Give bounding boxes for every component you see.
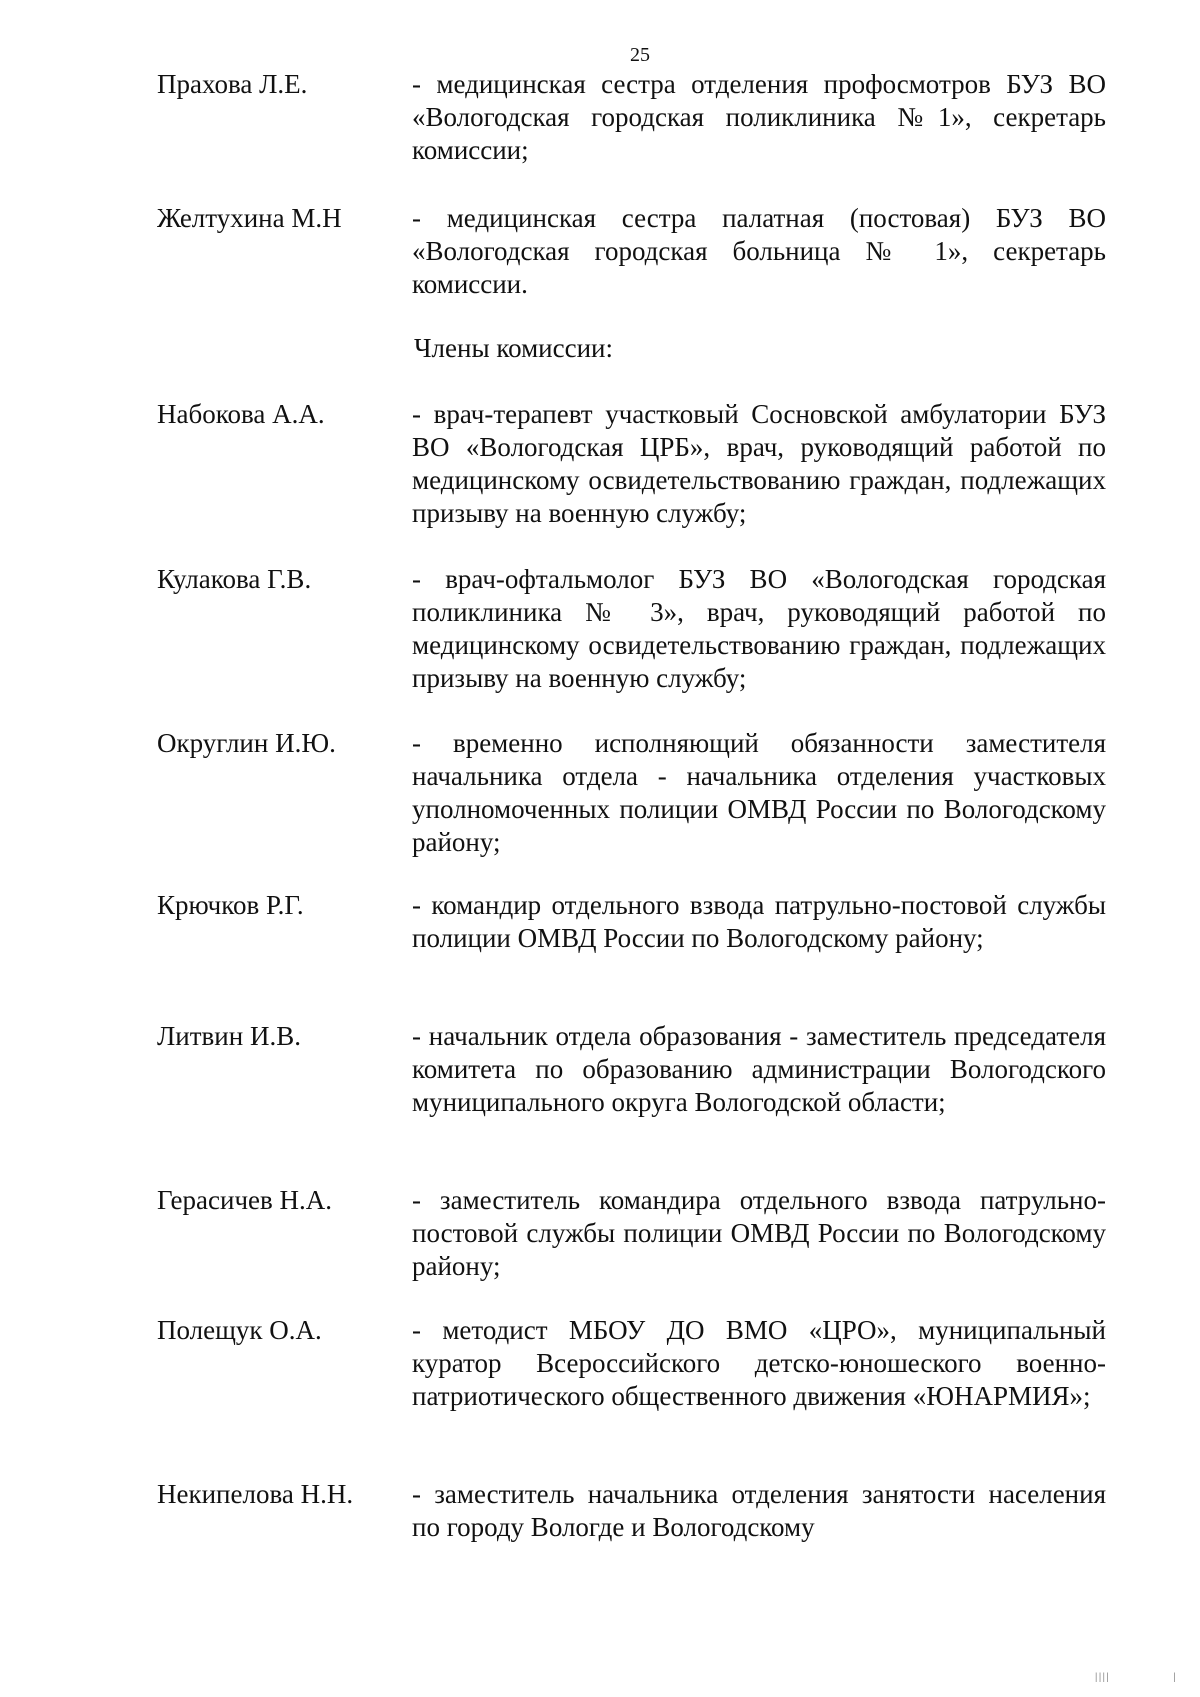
person-name: Некипелова Н.Н. (157, 1479, 354, 1509)
person-description: - временно исполняющий обязанности заместителя начальника отдела - начальника отделения участковых уполномоченных полиции ОМВД России по Вологодскому району; (412, 728, 1106, 857)
person-description: - заместитель командира отдельного взвода патрульно-постовой службы полиции ОМВД России по Вологодскому району; (412, 1185, 1106, 1281)
person-name: Полещук О.А. (157, 1315, 322, 1345)
scan-artifact: ǀ (1173, 1671, 1176, 1686)
person-description: - командир отдельного взвода патрульно-постовой службы полиции ОМВД России по Вологодскому району; (412, 890, 1106, 953)
person-description: - медицинская сестра отделения профосмотров БУЗ ВО «Вологодская городская поликлиника №1», секретарь комиссии; (412, 69, 1106, 165)
person-name: Герасичев Н.А. (157, 1185, 333, 1215)
page-number: 25 (630, 44, 650, 66)
person-description: - начальник отдела образования - заместитель председателя комитета по образованию администрации Вологодского муниципального округа Вологодской области; (412, 1021, 1106, 1117)
person-name: Кулакова Г.В. (157, 564, 312, 594)
person-description: - медицинская сестра палатная (постовая) БУЗ ВО «Вологодская городская больница № 1», секретарь комиссии. (412, 203, 1106, 299)
person-name: Крючков Р.Г. (157, 890, 304, 920)
person-description: - методист МБОУ ДО ВМО «ЦРО», муниципальный куратор Всероссийского детско-юношеского военно-патриотического общественного движения «ЮНАРМИЯ»; (412, 1315, 1106, 1411)
person-name: Округлин И.Ю. (157, 728, 336, 758)
person-name: Литвин И.В. (157, 1021, 301, 1051)
person-name: Прахова Л.Е. (157, 69, 308, 99)
person-description: - врач-терапевт участковый Сосновской амбулатории БУЗ ВО «Вологодская ЦРБ», врач, руководящий работой по медицинскому освидетельствованию граждан, подлежащих призыву на военную службу; (412, 399, 1106, 528)
person-name: Желтухина М.Н (157, 203, 342, 233)
person-description: - врач-офтальмолог БУЗ ВО «Вологодская городская поликлиника № 3», врач, руководящий работой по медицинскому освидетельствованию граждан, подлежащих призыву на военную службу; (412, 564, 1106, 693)
person-name: Набокова А.А. (157, 399, 325, 429)
members-heading: Члены комиссии: (414, 333, 613, 363)
scan-artifact: ǀǀǀǀ (1094, 1671, 1110, 1686)
person-description: - заместитель начальника отделения занятости населения по городу Вологде и Вологодскому (412, 1479, 1106, 1542)
